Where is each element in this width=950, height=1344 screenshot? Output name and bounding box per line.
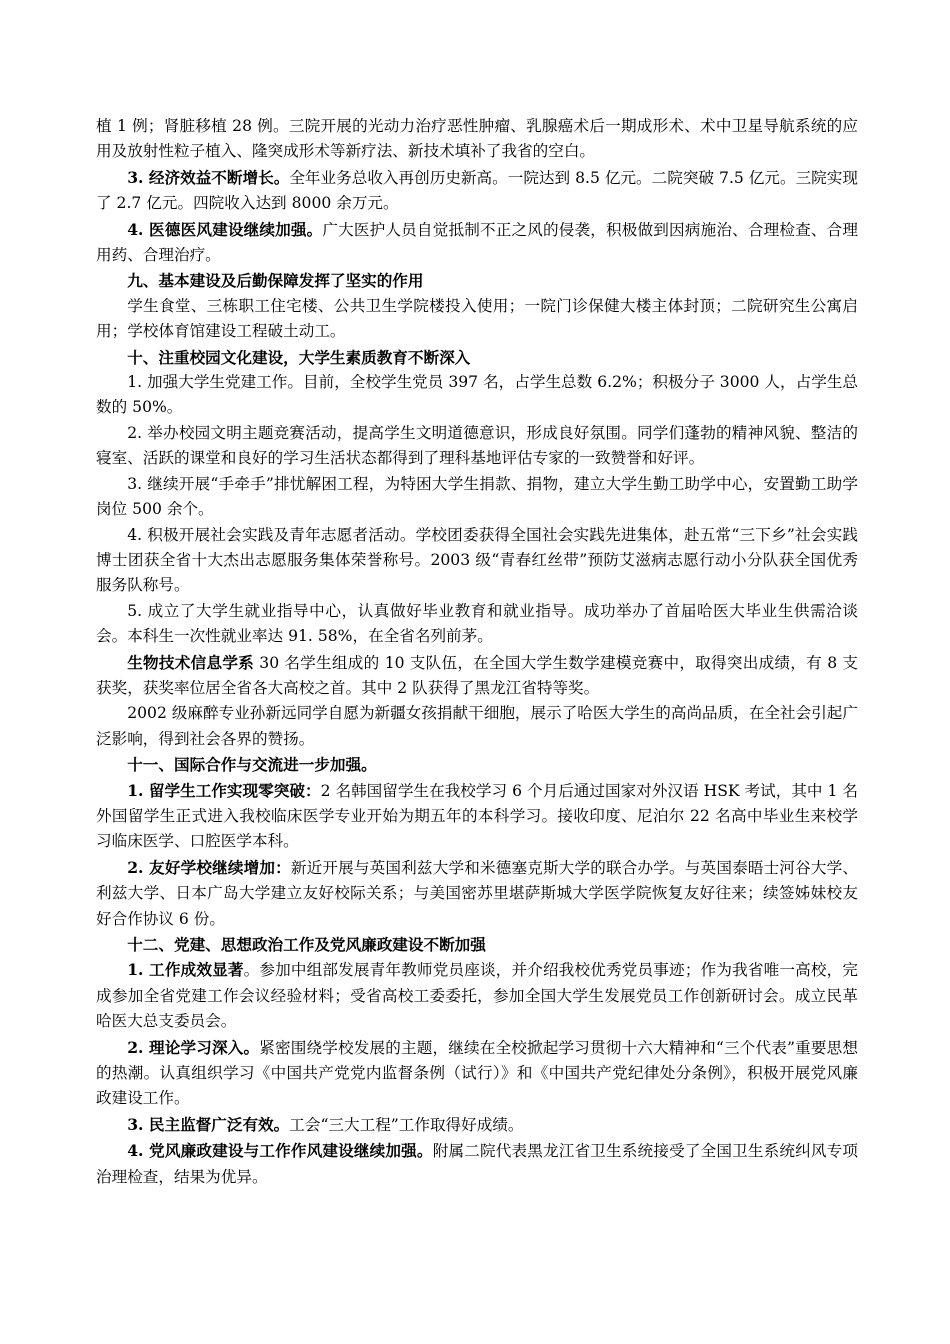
paragraph-lead: 3. 民主监督广泛有效。 bbox=[127, 1114, 290, 1134]
paragraph-lead: 3. 经济效益不断增长。 bbox=[127, 167, 290, 187]
paragraph-lead: 生物技术信息学系 bbox=[127, 652, 255, 672]
paragraph-theory-study bbox=[96, 1035, 858, 1112]
paragraph-math-modeling bbox=[96, 650, 858, 702]
paragraph-transplant: 植 1 例；肾脏移植 28 例。三院开展的光动力治疗恶性肿瘤、乳腺癌术后一期成形术、术中卫星导航系统的应用及放射性粒子植入、隆突成形术等新疗法、新技术填补了我省的空白。 bbox=[96, 117, 858, 161]
paragraph-infrastructure: 学生食堂、三栋职工住宅楼、公共卫生学院楼投入使用；一院门诊保健大楼主体封顶；二院研究生公寓启用；学校体育馆建设工程破土动工。 bbox=[96, 296, 858, 341]
paragraph-lead: 2. 理论学习深入。 bbox=[127, 1037, 260, 1057]
paragraph-economic-benefit bbox=[96, 165, 858, 217]
paragraph-text: 新近开展与英国利兹大学和米德塞克斯大学的联合办学。与英国泰晤士河谷大学、利兹大学、日本广岛大学建立友好校际关系；与美国密苏里堪萨斯城大学医学院恢复友好往来；续签姊妹校友好合作协议 6 份。 bbox=[96, 858, 858, 928]
paragraph-partner-schools bbox=[96, 855, 858, 932]
paragraph-democratic-supervision bbox=[96, 1112, 858, 1138]
paragraph-text: 。参加中组部发展青年教师党员座谈，并介绍我校优秀党员事迹；作为我省唯一高校，完成参加全省党建工作会议经验材料；受省高校工委委托，参加全国大学生发展党员工作创新研讨会。成立民革哈医大总支委员会。 bbox=[96, 961, 858, 1031]
paragraph-text: 30 名学生组成的 10 支队伍，在全国大学生数学建模竞赛中，取得突出成绩，有 8 支获奖，获奖率位居全省各大高校之首。其中 2 队获得了黑龙江省特等奖。 bbox=[96, 653, 858, 697]
paragraph-medical-ethics bbox=[96, 217, 858, 269]
paragraph-civility-contest: 2. 举办校园文明主题竞赛活动，提高学生文明道德意识，形成良好氛围。同学们蓬勃的精神风貌、整洁的寝室、活跃的课堂和良好的学习生活状态都得到了理科基地评估专家的一致赞誉和好评。 bbox=[96, 423, 858, 468]
paragraph-social-practice: 4. 积极开展社会实践及青年志愿者活动。学校团委获得全国社会实践先进集体，赴五常“三下乡”社会实践博士团获全省十大杰出志愿服务集体荣誉称号。2003 级“青春红丝带”预防艾滋病志愿行动小分队获全国优秀服务队称号。 bbox=[96, 525, 858, 595]
section-heading-11: 十一、国际合作与交流进一步加强。 bbox=[127, 755, 377, 775]
paragraph-party-building: 1. 加强大学生党建工作。目前，全校学生党员 397 名，占学生总数 6.2%；积极分子 3000 人，占学生总数的 50%。 bbox=[96, 373, 858, 417]
paragraph-text: 广大医护人员自觉抵制不正之风的侵袭，积极做到因病施治、合理检查、合理用药、合理治疗。 bbox=[96, 220, 858, 265]
section-heading-10: 十、注重校园文化建设，大学生素质教育不断深入 bbox=[127, 347, 471, 367]
paragraph-lead: 4. 医德医风建设继续加强。 bbox=[127, 219, 323, 239]
paragraph-stem-cell-donation: 2002 级麻醉专业孙新远同学自愿为新疆女孩捐献干细胞，展示了哈医大学生的高尚品质，在全社会引起广泛影响，得到社会各界的赞扬。 bbox=[96, 704, 858, 748]
paragraph-lead: 2. 友好学校继续增加： bbox=[127, 857, 291, 877]
paragraph-text: 2 名韩国留学生在我校学习 6 个月后通过国家对外汉语 HSK 考试，其中 1 名外国留学生正式进入我校临床医学专业开始为期五年的本科学习。接收印度、尼泊尔 22 名高中毕业生来校学习临床医学、口腔医学本科。 bbox=[96, 781, 858, 851]
section-heading-12: 十二、党建、思想政治工作及党风廉政建设不断加强 bbox=[127, 935, 486, 954]
paragraph-work-results bbox=[96, 957, 858, 1034]
paragraph-lead: 4. 党风廉政建设与工作作风建设继续加强。 bbox=[127, 1141, 433, 1161]
section-heading-9: 九、基本建设及后勤保障发挥了坚实的作用 bbox=[127, 271, 424, 291]
paragraph-text: 紧密围绕学校发展的主题，继续在全校掀起学习贯彻十六大精神和“三个代表”重要思想的热潮。认真组织学习《中国共产党党内监督条例（试行）》和《中国共产党纪律处分条例》，积极开展党风廉政建设工作。 bbox=[96, 1038, 858, 1108]
paragraph-text: 全年业务总收入再创历史新高。一院达到 8.5 亿元。二院突破 7.5 亿元。三院实现了 2.7 亿元。四院收入达到 8000 余万元。 bbox=[96, 168, 858, 213]
paragraph-international-students bbox=[96, 778, 858, 855]
paragraph-text: 工会“三大工程”工作取得好成绩。 bbox=[289, 1115, 524, 1134]
paragraph-text: 附属二院代表黑龙江省卫生系统接受了全国卫生系统纠风专项治理检查，结果为优异。 bbox=[96, 1142, 858, 1186]
paragraph-lead: 1. 留学生工作实现零突破： bbox=[127, 780, 321, 800]
paragraph-anti-corruption bbox=[96, 1138, 858, 1190]
paragraph-lead: 1. 工作成效显著 bbox=[127, 960, 244, 980]
paragraph-employment: 5. 成立了大学生就业指导中心，认真做好毕业教育和就业指导。成功举办了首届哈医大毕业生供需洽谈会。本科生一次性就业率达 91. 58%，在全省名列前茅。 bbox=[96, 601, 858, 646]
document-page bbox=[96, 114, 858, 1190]
paragraph-hand-in-hand: 3. 继续开展“手牵手”排忧解困工程，为特困大学生捐款、捐物，建立大学生勤工助学中心，安置勤工助学岗位 500 余个。 bbox=[96, 474, 858, 519]
